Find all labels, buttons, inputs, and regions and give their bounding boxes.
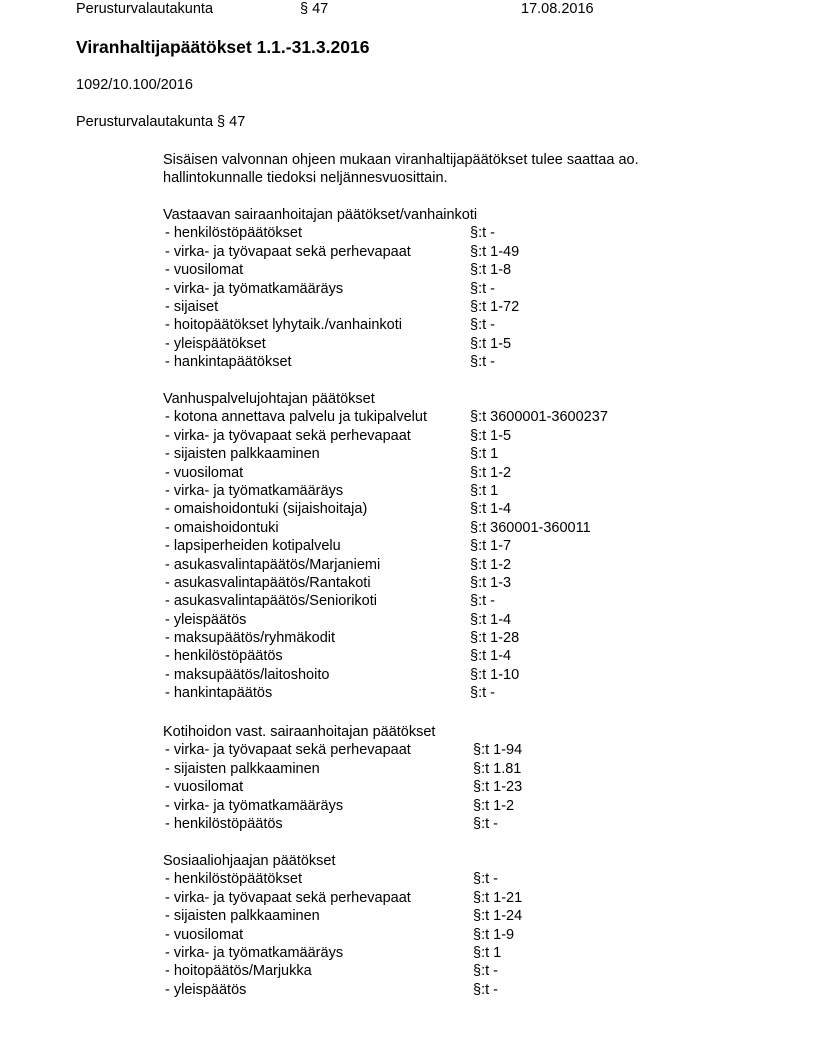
section-home-care-nurse-decisions — [163, 723, 523, 833]
list-item — [163, 926, 515, 944]
list-item — [163, 445, 499, 463]
list-item — [163, 519, 591, 537]
list-item — [163, 962, 498, 980]
item-label: - hankintapäätös — [165, 685, 273, 702]
item-label: - virka- ja työvapaat sekä perhevapaat — [165, 742, 411, 759]
item-paragraph-range: §:t - — [470, 685, 495, 702]
item-paragraph-range: §:t 1-4 — [470, 501, 512, 518]
list-item — [163, 556, 512, 574]
item-paragraph-range: §:t 1-21 — [473, 889, 523, 906]
item-paragraph-range: §:t 1-23 — [473, 779, 523, 796]
list-item — [163, 647, 512, 665]
list-item — [163, 353, 495, 371]
item-paragraph-range: §:t - — [470, 593, 495, 610]
list-item — [163, 889, 523, 907]
item-label: - lapsiperheiden kotipalvelu — [165, 538, 341, 555]
item-paragraph-range: §:t 1-10 — [470, 666, 520, 683]
item-label: - vuosilomat — [165, 779, 244, 796]
document-number: 1092/10.100/2016 — [76, 77, 193, 93]
item-paragraph-range: §:t 1-24 — [473, 908, 523, 925]
item-paragraph-range: §:t 1-9 — [473, 926, 515, 943]
list-item — [163, 797, 515, 815]
list-item — [163, 611, 512, 629]
list-item — [163, 316, 495, 334]
section-title: Sosiaaliohjaajan päätökset — [163, 853, 336, 869]
section-head-nurse-decisions — [163, 206, 520, 372]
list-item — [163, 907, 523, 925]
item-label: - virka- ja työmatkamääräys — [165, 482, 344, 499]
list-item — [163, 335, 512, 353]
item-label: - virka- ja työmatkamääräys — [165, 280, 344, 297]
item-paragraph-range: §:t 3600001-3600237 — [470, 409, 608, 426]
list-item — [163, 944, 502, 962]
item-label: - yleispäätökset — [165, 335, 266, 352]
item-paragraph-range: §:t - — [470, 317, 495, 334]
list-item — [163, 981, 498, 999]
header-section: § 47 — [300, 1, 329, 17]
item-paragraph-range: §:t - — [470, 280, 495, 297]
list-item — [163, 815, 498, 833]
item-paragraph-range: §:t 1-5 — [470, 335, 512, 352]
item-paragraph-range: §:t 1 — [470, 482, 499, 499]
section-title: Vastaavan sairaanhoitajan päätökset/vanhainkoti — [163, 207, 478, 223]
item-label: - virka- ja työvapaat sekä perhevapaat — [165, 427, 411, 444]
item-paragraph-range: §:t 1-4 — [470, 648, 512, 665]
list-item — [163, 298, 520, 316]
item-label: - sijaiset — [165, 298, 219, 315]
item-paragraph-range: §:t - — [470, 225, 495, 242]
list-item — [163, 464, 512, 482]
item-label: - asukasvalintapäätös/Seniorikoti — [165, 593, 377, 610]
item-label: - henkilöstöpäätökset — [165, 225, 303, 242]
item-paragraph-range: §:t 1-2 — [473, 797, 515, 814]
item-paragraph-range: §:t 1-4 — [470, 611, 512, 628]
item-paragraph-range: §:t 1-8 — [470, 262, 512, 279]
item-paragraph-range: §:t 1-2 — [470, 464, 512, 481]
item-paragraph-range: §:t 1-3 — [470, 574, 512, 591]
item-paragraph-range: §:t - — [473, 963, 498, 980]
item-label: - virka- ja työvapaat sekä perhevapaat — [165, 243, 411, 260]
list-item — [163, 870, 498, 888]
item-label: - sijaisten palkkaaminen — [165, 446, 320, 463]
list-item — [163, 629, 520, 647]
header-date: 17.08.2016 — [521, 1, 594, 17]
list-item — [163, 537, 512, 555]
list-item — [163, 574, 512, 592]
item-label: - maksupäätös/laitoshoito — [165, 666, 330, 683]
item-paragraph-range: §:t 1-49 — [470, 243, 520, 260]
section-title: Vanhuspalvelujohtajan päätökset — [163, 391, 375, 407]
item-paragraph-range: §:t 1-28 — [470, 630, 520, 647]
section-social-counsellor-decisions — [163, 852, 523, 999]
item-label: - hoitopäätös/Marjukka — [165, 963, 312, 980]
item-label: - yleispäätös — [165, 981, 247, 998]
item-paragraph-range: §:t 1-2 — [470, 556, 512, 573]
item-label: - asukasvalintapäätös/Rantakoti — [165, 574, 371, 591]
section-elderly-services-director-decisions — [163, 390, 608, 703]
item-label: - sijaisten palkkaaminen — [165, 908, 320, 925]
list-item — [163, 224, 495, 242]
item-label: - vuosilomat — [165, 926, 244, 943]
document-title: Viranhaltijapäätökset 1.1.-31.3.2016 — [76, 37, 370, 57]
item-paragraph-range: §:t - — [473, 981, 498, 998]
item-label: - virka- ja työmatkamääräys — [165, 797, 344, 814]
item-label: - omaishoidontuki (sijaishoitaja) — [165, 501, 368, 518]
item-label: - kotona annettava palvelu ja tukipalvelut — [165, 409, 427, 426]
item-label: - vuosilomat — [165, 464, 244, 481]
item-label: - omaishoidontuki — [165, 519, 279, 536]
item-paragraph-range: §:t - — [473, 871, 498, 888]
item-label: - hoitopäätökset lyhytaik./vanhainkoti — [165, 317, 402, 334]
item-label: - maksupäätös/ryhmäkodit — [165, 630, 336, 647]
list-item — [163, 760, 522, 778]
item-label: - yleispäätös — [165, 611, 247, 628]
item-paragraph-range: §:t 1.81 — [473, 760, 522, 777]
list-item — [163, 427, 512, 445]
section-title: Kotihoidon vast. sairaanhoitajan päätökset — [163, 724, 436, 740]
item-paragraph-range: §:t 1 — [470, 446, 499, 463]
list-item — [163, 666, 520, 684]
list-item — [163, 500, 512, 518]
item-label: - sijaisten palkkaaminen — [165, 760, 320, 777]
list-item — [163, 261, 512, 279]
list-item — [163, 592, 495, 610]
list-item — [163, 778, 523, 796]
item-paragraph-range: §:t 1-94 — [473, 742, 523, 759]
item-label: - henkilöstöpäätös — [165, 815, 283, 832]
item-paragraph-range: §:t 1 — [473, 944, 502, 961]
item-paragraph-range: §:t - — [473, 815, 498, 832]
list-item — [163, 482, 499, 500]
item-label: - henkilöstöpäätös — [165, 648, 283, 665]
item-paragraph-range: §:t 360001-360011 — [470, 519, 591, 536]
board-reference: Perusturvalautakunta § 47 — [76, 114, 246, 130]
list-item — [163, 243, 520, 261]
item-paragraph-range: §:t 1-5 — [470, 427, 512, 444]
item-paragraph-range: §:t 1-7 — [470, 538, 512, 555]
list-item — [163, 408, 608, 426]
item-label: - vuosilomat — [165, 262, 244, 279]
item-label: - henkilöstöpäätökset — [165, 871, 303, 888]
item-label: - asukasvalintapäätös/Marjaniemi — [165, 556, 381, 573]
list-item — [163, 280, 495, 298]
list-item — [163, 741, 523, 759]
intro-paragraph: Sisäisen valvonnan ohjeen mukaan viranhaltijapäätökset tulee saattaa ao. hallintokunnalle tiedoksi neljännesvuosittain. — [163, 152, 639, 187]
header-organization: Perusturvalautakunta — [76, 1, 214, 17]
item-label: - virka- ja työmatkamääräys — [165, 944, 344, 961]
item-paragraph-range: §:t - — [470, 354, 495, 371]
list-item — [163, 684, 495, 702]
item-paragraph-range: §:t 1-72 — [470, 298, 520, 315]
item-label: - virka- ja työvapaat sekä perhevapaat — [165, 889, 411, 906]
item-label: - hankintapäätökset — [165, 354, 292, 371]
